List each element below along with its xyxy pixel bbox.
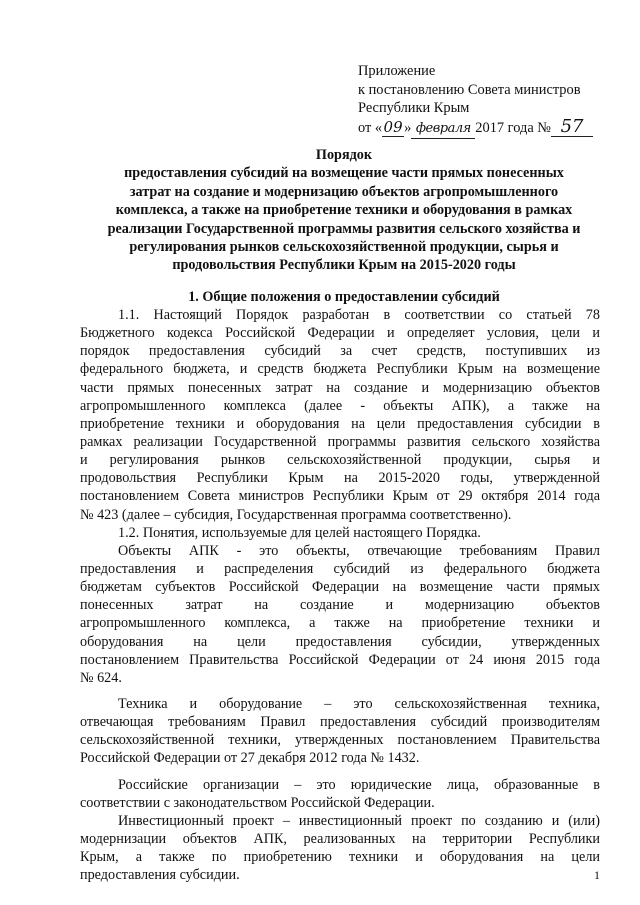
paragraph-line: 1.2. Понятия, используемые для целей настоящего Порядка. — [118, 524, 481, 541]
paragraph-line: постановлением Правительства Российской Федерации от 24 июня 2015 года — [80, 651, 600, 668]
date-mid: » — [404, 119, 412, 136]
title-line: предоставления субсидий на возмещение части прямых понесенных — [124, 165, 564, 182]
paragraph-line: модернизации объектов АПК, реализованных на территории Республики — [80, 830, 600, 847]
paragraph-line: № 624. — [80, 669, 122, 686]
paragraph-gap — [80, 768, 600, 776]
paragraph-line: Бюджетного кодекса Российской Федерации и определяет условия, цели и — [80, 325, 600, 342]
paragraph-line: Российской Федерации от 27 декабря 2012 года № 1432. — [80, 750, 420, 767]
appendix-date-line — [358, 115, 593, 140]
appendix-header — [358, 62, 593, 139]
paragraph-line: 1.1. Настоящий Порядок разработан в соответствии со статьей 78 — [118, 307, 600, 323]
paragraph-line: продовольствия Республики Крым на 2015-2020 годы, утвержденной — [80, 470, 600, 487]
paragraph-line: № 423 (далее – субсидия, Государственная программа соответственно). — [80, 506, 512, 523]
date-prefix: от « — [358, 119, 383, 136]
paragraph-line: Объекты АПК - это объекты, отвечающие требованиям Правил — [118, 542, 600, 559]
paragraph-line: предоставления и распределения субсидий из федерального бюджета — [80, 560, 600, 577]
document-title — [78, 146, 610, 275]
appendix-republic-line: Республики Крым — [358, 100, 470, 116]
title-line: регулирования рынков сельскохозяйственной продукции, сырья и — [129, 239, 559, 256]
paragraph-line: соответствии с законодательством Российской Федерации. — [80, 794, 435, 811]
paragraph-line: бюджетам субъектов Российской Федерации на возмещение части прямых — [80, 579, 600, 596]
paragraph-line: Российские организации – это юридические лица, образованные в — [118, 776, 600, 793]
paragraph-line: Инвестиционный проект – инвестиционный проект по созданию и (или) — [118, 812, 600, 829]
year-part: 2017 года № — [475, 119, 552, 136]
paragraph-line: агропромышленного комплекса (далее - объекты АПК), а также на — [80, 397, 600, 414]
title-heading: Порядок — [315, 147, 373, 163]
paragraph-gap — [80, 687, 600, 695]
handwritten-day: 09 — [383, 117, 403, 136]
title-line: реализации Государственной программы развития сельского хозяйства и — [107, 220, 581, 237]
paragraph-line: понесенных затрат на создание и модернизацию объектов — [80, 597, 600, 614]
title-line: комплекса, а также на приобретение техники и оборудования в рамках — [115, 202, 573, 219]
paragraph-line: рамках реализации Государственной программы развития сельского хозяйства — [80, 433, 600, 450]
paragraph-line: приобретение техники и оборудования на цели предоставления субсидии в — [80, 415, 600, 432]
paragraph-line: предоставления субсидии. — [80, 867, 240, 884]
handwritten-month: февраля — [411, 120, 475, 140]
page-number: 1 — [594, 868, 600, 882]
body-text — [80, 306, 600, 884]
title-line: продовольствия Республики Крым на 2015-2020 годы — [172, 257, 516, 274]
paragraph-line: и регулирования рынков сельскохозяйственной продукции, сырья и — [80, 452, 600, 469]
paragraph-line: отвечающая требованиям Правил предоставления субсидий производителям — [80, 714, 600, 731]
section-heading: 1. Общие положения о предоставлении субсидий — [188, 289, 500, 305]
handwritten-number: 57 — [551, 118, 593, 138]
paragraph-line: Техника и оборудование – это сельскохозяйственная техника, — [118, 695, 600, 712]
paragraph-line: федерального бюджета, и средств бюджета Республики Крым на возмещение — [80, 361, 600, 378]
paragraph-line: сельскохозяйственной техники, утвержденных постановлением Правительства — [80, 732, 600, 749]
title-line: затрат на создание и модернизацию объектов агропромышленного — [129, 183, 559, 200]
paragraph-line: части прямых понесенных затрат на создание и модернизацию объектов — [80, 379, 600, 396]
paragraph-line: постановлением Совета министров Республики Крым от 29 октября 2014 года — [80, 488, 600, 505]
paragraph-line: оборудования на цели предоставления субсидии, утвержденных — [80, 633, 600, 650]
paragraph-line: Крым, а также по приобретению техники и оборудования на цели — [80, 849, 600, 866]
appendix-label: Приложение — [358, 63, 436, 79]
appendix-resolution-line: к постановлению Совета министров — [358, 81, 581, 98]
paragraph-line: агропромышленного комплекса, а также на приобретение техники и — [80, 615, 600, 632]
paragraph-line: порядок предоставления субсидий за счет средств, поступивших из — [80, 343, 600, 360]
